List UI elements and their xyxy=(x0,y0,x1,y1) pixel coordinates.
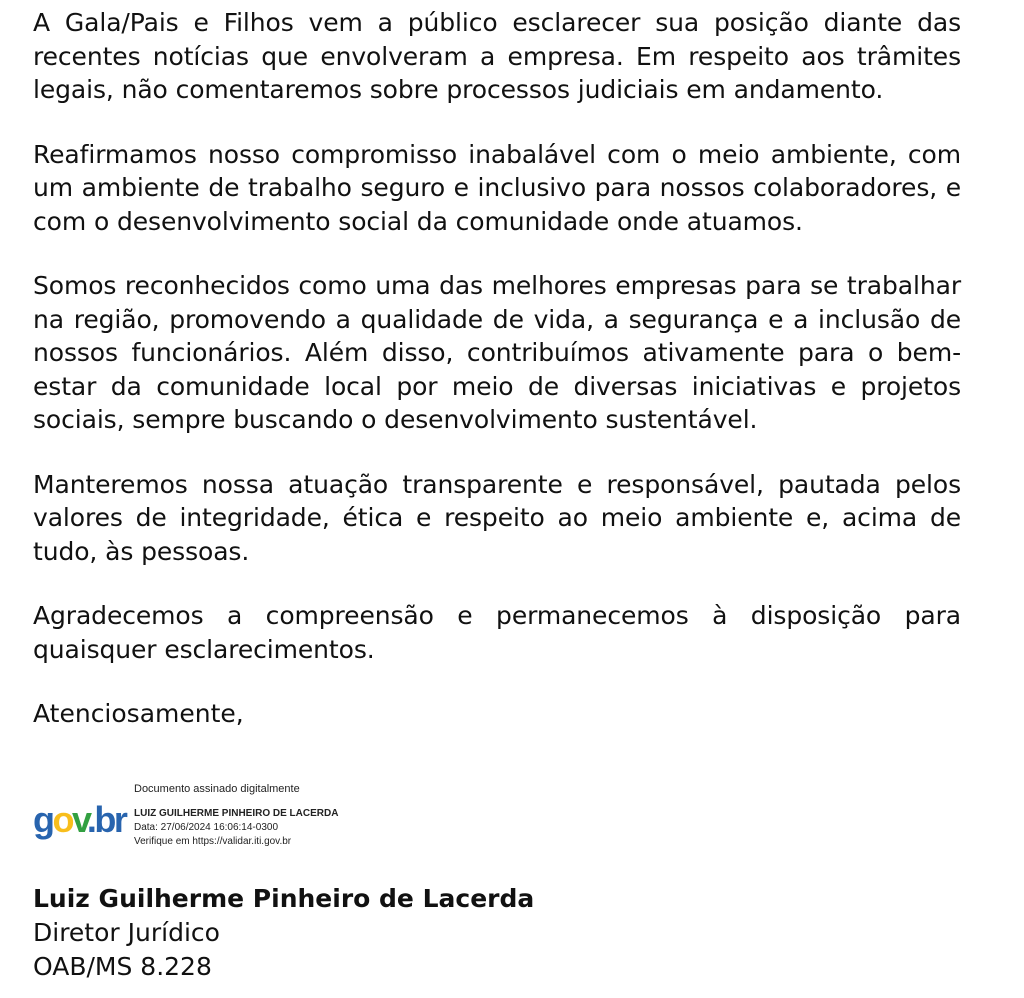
signer-title: Diretor Jurídico xyxy=(33,918,220,947)
paragraph-recognition: Somos reconhecidos como uma das melhores empresas para se trabalhar na região, promovendo a qualidade de vida, a segurança e a inclusão de nossos funcionários. Além disso, contribuímos ativamente para o bem-estar da comunidade local por meio de diversas iniciativas e projetos sociais, sempre buscando o desenvolvimento sustentável. xyxy=(33,271,961,434)
signer-name: Luiz Guilherme Pinheiro de Lacerda xyxy=(33,884,535,913)
paragraph-thanks: Agradecemos a compreensão e permanecemos à disposição para quaisquer esclarecimentos. xyxy=(33,601,961,664)
signer-block xyxy=(33,882,534,984)
document-body xyxy=(33,6,961,731)
signature-signer: LUIZ GUILHERME PINHEIRO DE LACERDA xyxy=(134,808,339,819)
signer-registration: OAB/MS 8.228 xyxy=(33,952,212,981)
paragraph-commitment: Reafirmamos nosso compromisso inabalável com o meio ambiente, com um ambiente de trabalho seguro e inclusivo para nossos colaboradores, e com o desenvolvimento social da comunidade onde atuamos. xyxy=(33,139,961,236)
signature-date: Data: 27/06/2024 16:06:14-0300 xyxy=(134,822,279,833)
digital-signature-stamp xyxy=(33,782,453,856)
signature-verify: Verifique em https://validar.iti.gov.br xyxy=(134,836,292,847)
govbr-logo-icon: gov.br xyxy=(33,799,126,840)
closing-salutation: Atenciosamente, xyxy=(33,699,244,728)
paragraph-intro: A Gala/Pais e Filhos vem a público esclarecer sua posição diante das recentes notícias que envolveram a empresa. Em respeito aos trâmites legais, não comentaremos sobre processos judiciais em andamento. xyxy=(33,8,961,104)
paragraph-transparency: Manteremos nossa atuação transparente e responsável, pautada pelos valores de integridade, ética e respeito ao meio ambiente e, acima de tudo, às pessoas. xyxy=(33,469,961,566)
signature-details xyxy=(134,807,338,849)
signature-header: Documento assinado digitalmente xyxy=(134,783,300,795)
